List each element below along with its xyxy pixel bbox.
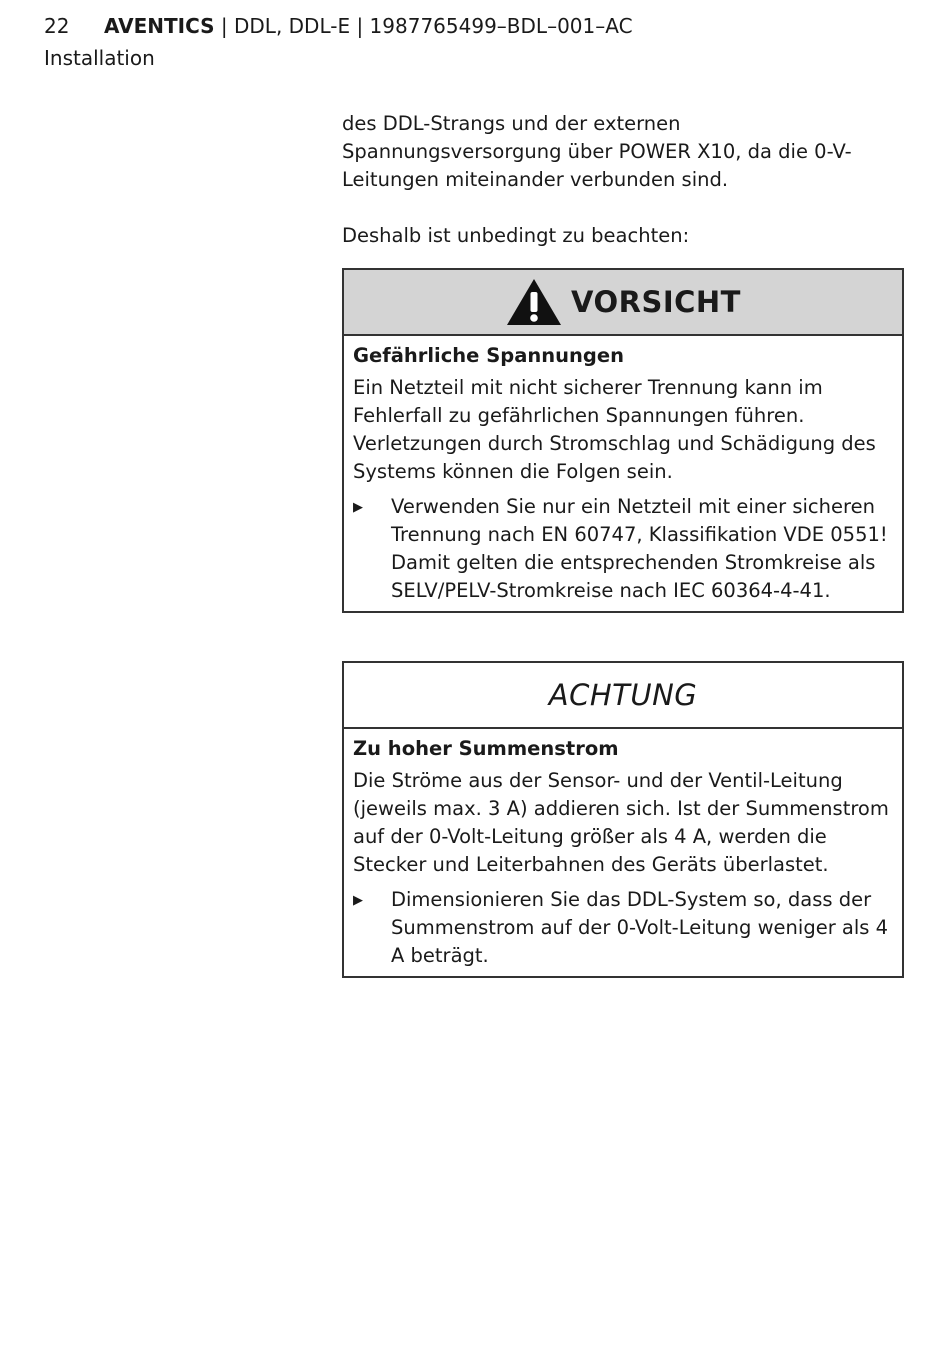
notice-header bbox=[344, 663, 902, 729]
lead-in-paragraph: Deshalb ist unbedingt zu beachten: bbox=[342, 224, 690, 247]
notice-action-item bbox=[353, 886, 890, 970]
section-title: Installation bbox=[44, 46, 155, 70]
caution-title: Gefährliche Spannungen bbox=[353, 344, 624, 367]
caution-action-text: Verwenden Sie nur ein Netzteil mit einer sicheren Trennung nach EN 60747, Klassifikation VDE 0551! Damit gelten die entsprechenden Stromkreise als SELV/PELV-Stromkreise nach IEC 60364-4-41. bbox=[391, 495, 888, 602]
notice-box bbox=[342, 661, 904, 978]
document-info: | DDL, DDL-E | 1987765499–BDL–001–AC bbox=[220, 14, 633, 38]
notice-signal-word: ACHTUNG bbox=[548, 678, 698, 712]
page-header bbox=[44, 12, 633, 72]
notice-description: Die Ströme aus der Sensor- und der Ventil-Leitung (jeweils max. 3 A) addieren sich. Ist der Summenstrom auf der 0-Volt-Leitung größer als 4 A, werden die Stecker und Leiterbahnen des Geräts überlastet. bbox=[353, 769, 889, 876]
warning-triangle-icon bbox=[505, 277, 563, 327]
brand-name: AVENTICS bbox=[104, 14, 215, 38]
caution-body bbox=[344, 336, 902, 611]
caution-header bbox=[344, 270, 902, 336]
page-number: 22 bbox=[44, 14, 70, 38]
caution-description: Ein Netzteil mit nicht sicherer Trennung kann im Fehlerfall zu gefährlichen Spannungen führen. Verletzungen durch Stromschlag und Schädigung des Systems können die Folgen sein. bbox=[353, 376, 876, 483]
bullet-arrow-icon: ▶ bbox=[353, 893, 363, 908]
continuation-paragraph: des DDL-Strangs und der externen Spannungsversorgung über POWER X10, da die 0-V-Leitungen miteinander verbunden sind. bbox=[342, 112, 852, 191]
notice-title: Zu hoher Summenstrom bbox=[353, 737, 619, 760]
caution-notice-box bbox=[342, 268, 904, 613]
caution-signal-word: VORSICHT bbox=[571, 285, 741, 319]
notice-action-text: Dimensionieren Sie das DDL-System so, dass der Summenstrom auf der 0-Volt-Leitung weniger als 4 A beträgt. bbox=[391, 888, 889, 967]
notice-body bbox=[344, 729, 902, 976]
caution-action-item bbox=[353, 493, 890, 605]
bullet-arrow-icon: ▶ bbox=[353, 500, 363, 515]
main-content bbox=[342, 110, 904, 978]
